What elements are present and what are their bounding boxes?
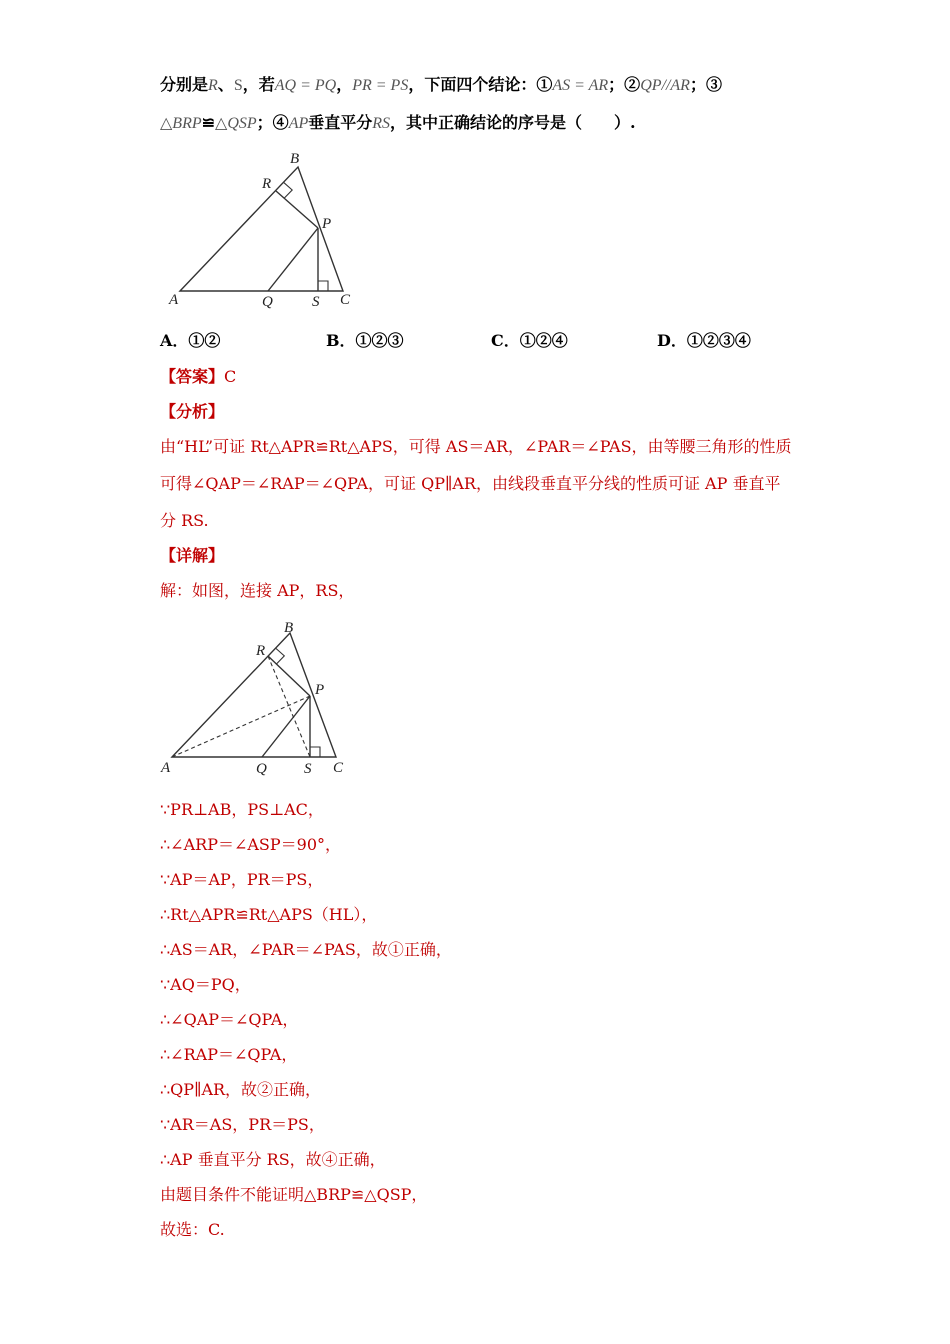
step-line: ∴QP∥AR，故②正确，: [160, 1080, 322, 1099]
dashed-segment-ap: [172, 696, 310, 757]
label-r: R: [256, 643, 266, 659]
segment-rp: [276, 191, 318, 228]
label-p: P: [322, 216, 332, 232]
step-line: ∵AR＝AS，PR＝PS，: [160, 1115, 325, 1134]
step-line: ∵AQ＝PQ，: [160, 975, 251, 994]
question-line-2: △BRP≌△QSP；④AP垂直平分RS，其中正确结论的序号是（ ）.: [160, 113, 636, 132]
label-q: Q: [256, 761, 267, 777]
analysis-heading: 【分析】: [160, 402, 225, 421]
label-a: A: [169, 292, 179, 308]
right-angle-mark-s: [310, 747, 320, 757]
step-line: ∵AP＝AP，PR＝PS，: [160, 870, 324, 889]
detail-heading: 【详解】: [160, 546, 225, 565]
label-r: R: [262, 176, 272, 192]
label-s: S: [304, 761, 312, 777]
option-a: A．①②: [160, 331, 221, 350]
detail-intro: 解：如图，连接 AP，RS，: [160, 581, 355, 600]
label-a: A: [161, 760, 171, 776]
step-line: ∴AP 垂直平分 RS，故④正确，: [160, 1150, 386, 1169]
label-q: Q: [262, 294, 273, 310]
label-b: B: [284, 620, 294, 636]
right-angle-mark-r: [276, 648, 284, 664]
step-line: ∵PR⊥AB，PS⊥AC，: [160, 800, 324, 819]
triangle-figure-with-auxiliary-lines: [158, 615, 358, 780]
triangle-abc: [172, 633, 336, 757]
segment-pq: [268, 228, 318, 291]
step-line: ∴∠RAP＝∠QPA，: [160, 1045, 298, 1064]
step-line: ∴Rt△APR≌Rt△APS（HL），: [160, 905, 378, 924]
right-angle-mark-r: [284, 183, 292, 199]
step-line: 故选：C.: [160, 1220, 225, 1239]
option-b: B．①②③: [326, 331, 404, 350]
answer-line: 【答案】C: [160, 367, 237, 386]
analysis-line-3: 分 RS.: [160, 511, 209, 530]
question-line-1: 分别是R、S，若AQ = PQ，PR = PS，下面四个结论：①AS = AR；②QP//AR；③: [160, 75, 722, 94]
segment-pq: [262, 696, 310, 757]
step-line: 由题目条件不能证明△BRP≌△QSP，: [160, 1185, 428, 1204]
segment-rp: [268, 656, 310, 696]
option-d: D．①②③④: [657, 331, 751, 350]
step-line: ∴∠QAP＝∠QPA，: [160, 1010, 299, 1029]
label-s: S: [312, 294, 320, 310]
label-p: P: [315, 682, 325, 698]
label-c: C: [333, 760, 344, 776]
option-c: C．①②④: [491, 331, 568, 350]
step-line: ∴∠ARP＝∠ASP＝90°，: [160, 835, 342, 854]
right-angle-mark-s: [318, 281, 328, 291]
step-line: ∴AS＝AR，∠PAR＝∠PAS，故①正确，: [160, 940, 452, 959]
analysis-line-1: 由“HL”可证 Rt△APR≌Rt△APS，可得 AS＝AR，∠PAR＝∠PAS，由等腰三角形的性质: [160, 437, 792, 456]
label-b: B: [290, 151, 300, 167]
triangle-figure: [160, 148, 370, 316]
analysis-line-2: 可得∠QAP＝∠RAP＝∠QPA，可证 QP∥AR，由线段垂直平分线的性质可证 AP 垂直平: [160, 474, 781, 493]
label-c: C: [340, 292, 351, 308]
